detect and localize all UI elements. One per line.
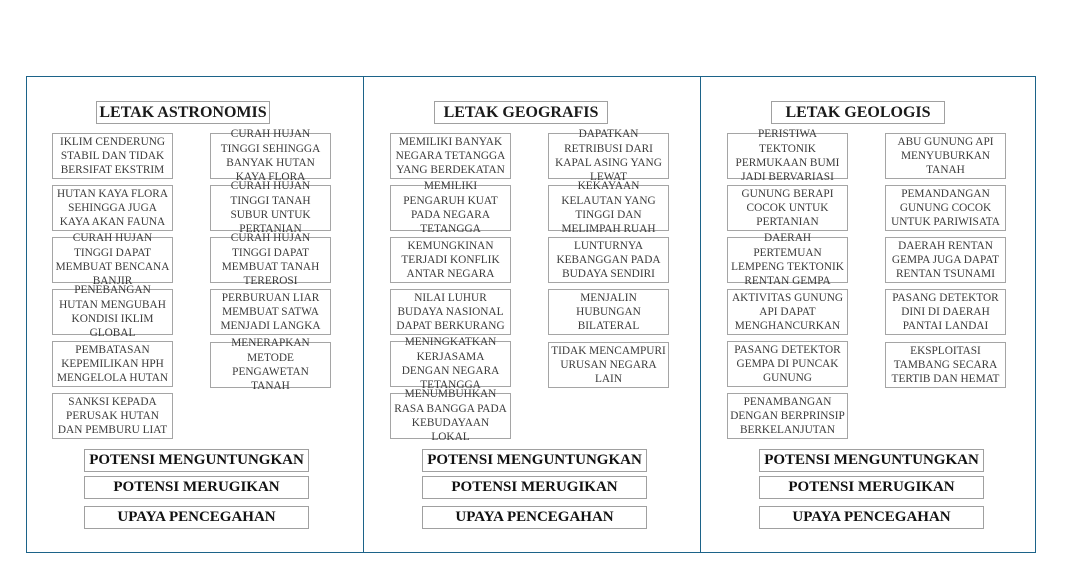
potensi-merugikan-button[interactable]: POTENSI MERUGIKAN — [422, 476, 647, 499]
potensi-merugikan-button[interactable]: POTENSI MERUGIKAN — [759, 476, 984, 499]
left-card: HUTAN KAYA FLORA SEHINGGA JUGA KAYA AKAN FAUNA — [52, 185, 173, 231]
right-card: TIDAK MENCAMPURI URUSAN NEGARA LAIN — [548, 342, 669, 388]
right-card: DAERAH RENTAN GEMPA JUGA DAPAT RENTAN TSUNAMI — [885, 237, 1006, 283]
left-card: IKLIM CENDERUNG STABIL DAN TIDAK BERSIFAT EKSTRIM — [52, 133, 173, 179]
right-card: CURAH HUJAN TINGGI TANAH SUBUR UNTUK PERTANIAN — [210, 185, 331, 231]
left-card: PERISTIWA TEKTONIK PERMUKAAN BUMI JADI BERVARIASI — [727, 133, 848, 179]
left-card: MEMILIKI BANYAK NEGARA TETANGGA YANG BERDEKATAN — [390, 133, 511, 179]
left-card: PENEBANGAN HUTAN MENGUBAH KONDISI IKLIM GLOBAL — [52, 289, 173, 335]
right-card: EKSPLOITASI TAMBANG SECARA TERTIB DAN HEMAT — [885, 342, 1006, 388]
upaya-pencegahan-button[interactable]: UPAYA PENCEGAHAN — [759, 506, 984, 529]
left-card: AKTIVITAS GUNUNG API DAPAT MENGHANCURKAN — [727, 289, 848, 335]
panel-letak-geografis — [363, 76, 700, 553]
right-card: LUNTURNYA KEBANGGAN PADA BUDAYA SENDIRI — [548, 237, 669, 283]
left-card: KEMUNGKINAN TERJADI KONFLIK ANTAR NEGARA — [390, 237, 511, 283]
potensi-menguntungkan-button[interactable]: POTENSI MENGUNTUNGKAN — [422, 449, 647, 472]
upaya-pencegahan-button[interactable]: UPAYA PENCEGAHAN — [422, 506, 647, 529]
right-card: PERBURUAN LIAR MEMBUAT SATWA MENJADI LANGKA — [210, 289, 331, 335]
left-card: SANKSI KEPADA PERUSAK HUTAN DAN PEMBURU LIAT — [52, 393, 173, 439]
left-card: MENINGKATKAN KERJASAMA DENGAN NEGARA TETANGGA — [390, 341, 511, 387]
right-card: ABU GUNUNG API MENYUBURKAN TANAH — [885, 133, 1006, 179]
panel-title: LETAK GEOGRAFIS — [434, 101, 608, 124]
panel-letak-geologis — [700, 76, 1037, 553]
left-card: NILAI LUHUR BUDAYA NASIONAL DAPAT BERKURANG — [390, 289, 511, 335]
panel-title: LETAK GEOLOGIS — [771, 101, 945, 124]
left-card: PASANG DETEKTOR GEMPA DI PUNCAK GUNUNG — [727, 341, 848, 387]
potensi-merugikan-button[interactable]: POTENSI MERUGIKAN — [84, 476, 309, 499]
potensi-menguntungkan-button[interactable]: POTENSI MENGUNTUNGKAN — [759, 449, 984, 472]
left-card: MENUMBUHKAN RASA BANGGA PADA KEBUDAYAAN LOKAL — [390, 393, 511, 439]
left-card: CURAH HUJAN TINGGI DAPAT MEMBUAT BENCANA BANJIR — [52, 237, 173, 283]
right-card: DAPATKAN RETRIBUSI DARI KAPAL ASING YANG LEWAT — [548, 133, 669, 179]
panel-title: LETAK ASTRONOMIS — [96, 101, 270, 124]
left-card: DAERAH PERTEMUAN LEMPENG TEKTONIK RENTAN GEMPA — [727, 237, 848, 283]
right-card: PASANG DETEKTOR DINI DI DAERAH PANTAI LANDAI — [885, 289, 1006, 335]
right-card: MENERAPKAN METODE PENGAWETAN TANAH — [210, 342, 331, 388]
panel-letak-astronomis — [26, 76, 363, 553]
left-card: PENAMBANGAN DENGAN BERPRINSIP BERKELANJUTAN — [727, 393, 848, 439]
right-card: CURAH HUJAN TINGGI SEHINGGA BANYAK HUTAN KAYA FLORA — [210, 133, 331, 179]
right-card: PEMANDANGAN GUNUNG COCOK UNTUK PARIWISATA — [885, 185, 1006, 231]
left-card: MEMILIKI PENGARUH KUAT PADA NEGARA TETANGGA — [390, 185, 511, 231]
right-card: KEKAYAAN KELAUTAN YANG TINGGI DAN MELIMPAH RUAH — [548, 185, 669, 231]
right-card: CURAH HUJAN TINGGI DAPAT MEMBUAT TANAH TEREROSI — [210, 237, 331, 283]
left-card: GUNUNG BERAPI COCOK UNTUK PERTANIAN — [727, 185, 848, 231]
left-card: PEMBATASAN KEPEMILIKAN HPH MENGELOLA HUTAN — [52, 341, 173, 387]
right-card: MENJALIN HUBUNGAN BILATERAL — [548, 289, 669, 335]
potensi-menguntungkan-button[interactable]: POTENSI MENGUNTUNGKAN — [84, 449, 309, 472]
upaya-pencegahan-button[interactable]: UPAYA PENCEGAHAN — [84, 506, 309, 529]
